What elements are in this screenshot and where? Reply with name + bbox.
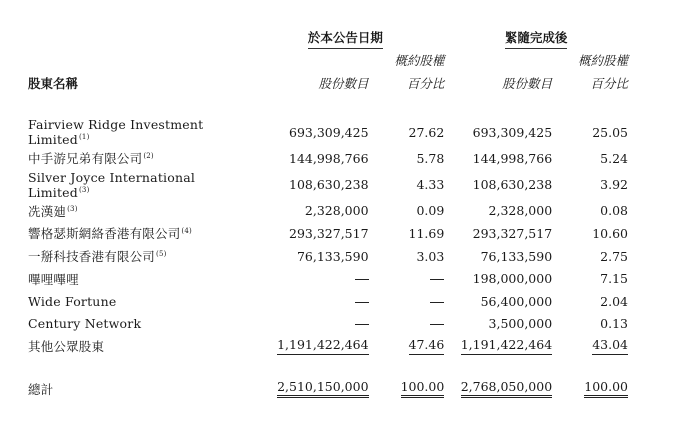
shareholder-name: Silver Joyce International Limited$^{(3)}$	[28, 169, 196, 200]
pct-after-cell: 2.75	[600, 248, 628, 264]
pct-after-cell: 43.04	[552, 335, 628, 358]
pct-now-cell: 27.62	[408, 124, 445, 140]
nil-dash	[355, 302, 369, 303]
approx-pct-header-1: 概約股權	[394, 53, 445, 68]
shareholder-name-header: 股東名稱	[28, 76, 79, 91]
shareholder-name: 其他公眾股東	[28, 339, 105, 355]
total-label: 總計	[28, 381, 54, 397]
shares-now-cell	[247, 313, 369, 336]
shares-now-cell: 1,191,422,464	[247, 335, 369, 358]
shares-after-cell: 76,133,590	[480, 248, 553, 264]
total-row	[28, 358, 628, 400]
shares-header-2: 股份數目	[502, 76, 553, 91]
approx-pct-header-2: 概約股權	[577, 53, 628, 68]
pct-now-cell: 4.33	[416, 177, 445, 193]
shares-after-cell: 144,998,766	[472, 150, 553, 166]
total-shares-now: 2,510,150,000	[247, 358, 369, 400]
shares-after-cell: 1,191,422,464	[444, 335, 552, 358]
shares-now-cell: 108,630,238	[289, 177, 369, 193]
shareholder-name: Fairview Ridge Investment Limited$^{(1)}$	[28, 117, 204, 147]
table-row	[28, 313, 628, 336]
pct-after-cell: 0.13	[600, 316, 628, 332]
shares-now-cell	[247, 290, 369, 313]
pct-now-cell: 47.46	[369, 335, 445, 358]
pct-after-cell: 2.04	[600, 293, 628, 309]
shareholder-name: 冼漢廸$^{(3)}$	[28, 203, 78, 219]
pct-now-cell: 0.09	[416, 203, 445, 219]
table-body	[28, 103, 628, 358]
group-header-announcement: 於本公告日期	[247, 25, 445, 49]
table-row	[28, 267, 628, 290]
pct-header-1: 百分比	[406, 76, 445, 91]
table-row	[28, 170, 628, 200]
shareholder-name: 一掰科技香港有限公司$^{(5)}$	[28, 249, 167, 265]
shareholder-name: Century Network	[28, 316, 142, 332]
total-pct-now: 100.00	[369, 358, 445, 400]
shares-after-cell: 2,328,000	[488, 203, 553, 219]
pct-now-cell	[369, 267, 445, 290]
table-row	[28, 335, 628, 358]
nil-dash	[355, 279, 369, 280]
footnote-marker: (1)	[78, 133, 90, 141]
shareholder-name: 中手游兄弟有限公司$^{(2)}$	[28, 151, 154, 167]
table-row	[28, 200, 628, 223]
shares-now-cell	[247, 267, 369, 290]
footnote-marker: (3)	[67, 204, 78, 213]
nil-dash	[355, 324, 369, 325]
nil-dash	[430, 324, 444, 325]
footnote-marker: (5)	[156, 250, 167, 259]
shares-now-cell: 293,327,517	[289, 225, 369, 241]
shares-header-1: 股份數目	[318, 76, 369, 91]
table-row	[28, 147, 628, 170]
shareholder-name: 嗶哩嗶哩	[28, 271, 79, 287]
pct-after-cell: 7.15	[600, 271, 628, 287]
nil-dash	[430, 279, 444, 280]
pct-after-cell: 5.24	[600, 150, 628, 166]
pct-now-cell	[369, 290, 445, 313]
shares-after-cell: 3,500,000	[488, 316, 553, 332]
shares-after-cell: 108,630,238	[472, 177, 553, 193]
shareholder-name: 響格瑟斯網絡香港有限公司$^{(4)}$	[28, 226, 192, 242]
table-row	[28, 103, 628, 147]
pct-now-cell: 11.69	[408, 225, 445, 241]
shares-now-cell: 76,133,590	[296, 248, 369, 264]
shares-after-cell: 293,327,517	[472, 225, 553, 241]
total-pct-after: 100.00	[552, 358, 628, 400]
footnote-marker: (2)	[143, 152, 154, 161]
nil-dash	[430, 302, 444, 303]
pct-after-cell: 0.08	[600, 203, 628, 219]
shares-now-cell: 693,309,425	[289, 124, 369, 140]
shares-after-cell: 693,309,425	[472, 124, 553, 140]
footnote-marker: (4)	[181, 227, 192, 236]
shareholding-table	[28, 25, 628, 400]
group-header-completion: 緊隨完成後	[444, 25, 628, 49]
footnote-marker: (3)	[78, 185, 90, 194]
table-row	[28, 290, 628, 313]
pct-now-cell: 3.03	[416, 248, 445, 264]
shares-now-cell: 144,998,766	[289, 150, 369, 166]
shares-after-cell: 198,000,000	[472, 271, 553, 287]
pct-after-cell: 10.60	[592, 225, 628, 241]
shares-now-cell: 2,328,000	[304, 203, 369, 219]
pct-now-cell: 5.78	[416, 150, 445, 166]
table-row	[28, 222, 628, 245]
pct-after-cell: 3.92	[600, 177, 628, 193]
total-shares-after: 2,768,050,000	[444, 358, 552, 400]
table-row	[28, 245, 628, 268]
pct-header-2: 百分比	[590, 76, 628, 91]
shareholder-name: Wide Fortune	[28, 293, 117, 309]
pct-now-cell	[369, 313, 445, 336]
pct-after-cell: 25.05	[592, 124, 628, 140]
shares-after-cell: 56,400,000	[480, 293, 553, 309]
